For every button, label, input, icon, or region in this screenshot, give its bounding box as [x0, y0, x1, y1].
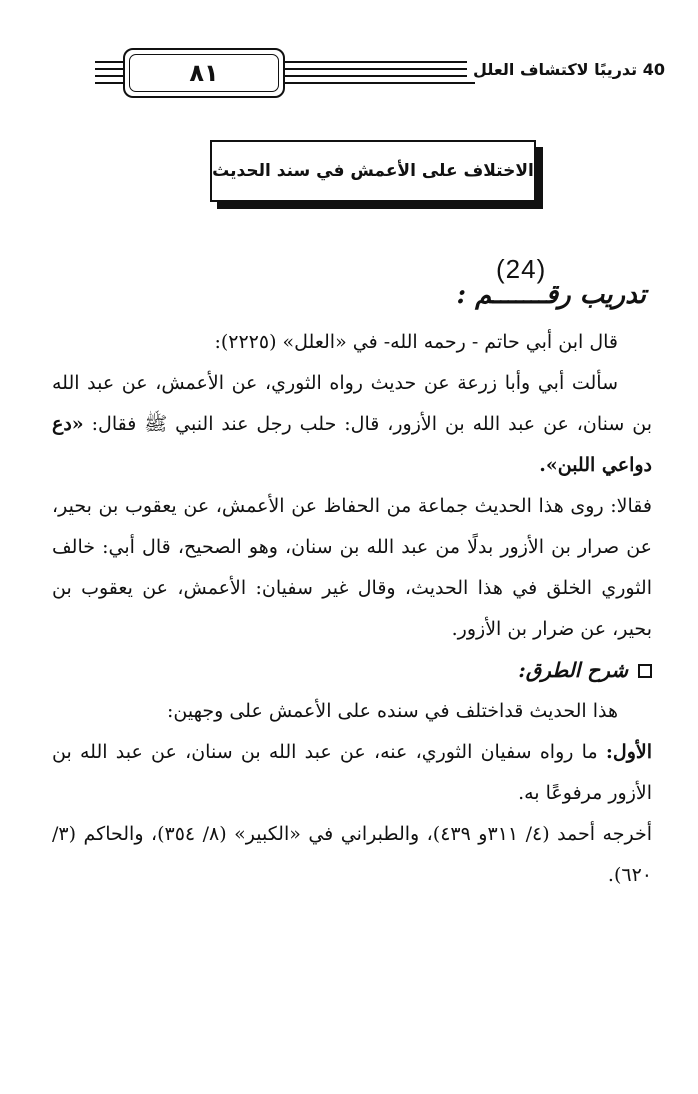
section-heading: [52, 650, 652, 691]
hadith-quote: «دع دواعي اللبن».: [52, 413, 652, 476]
first-label: الأول:: [605, 741, 652, 763]
paragraph: [52, 732, 652, 814]
paragraph: قال ابن أبي حاتم - رحمه الله- في «العلل» (٢٢٢٥):: [214, 331, 618, 353]
paragraph: أخرجه أحمد (٤/ ٣١١و ٤٣٩)، والطبراني في «الكبير» (٨/ ٣٥٤)، والحاكم (٣/ ٦٢٠).: [52, 823, 652, 886]
paragraph-text: ما رواه سفيان الثوري، عنه، عن عبد الله بن سنان، عن عبد الله بن الأزور مرفوعًا به.: [52, 741, 652, 804]
running-title: 40 تدريبًا لاكتشاف العلل: [467, 60, 665, 79]
paragraph-text: سألت أبي وأبا زرعة عن حديث رواه الثوري، عن الأعمش، عن عبد الله بن سنان، عن عبد الله بن الأزور، قال: حلب رجل عند النبي ﷺ فقال:: [52, 372, 653, 435]
paragraph: هذا الحديث قداختلف في سنده على الأعمش على وجهين:: [167, 700, 618, 722]
chapter-title: الاختلاف على الأعمش في سند الحديث: [210, 140, 536, 202]
paragraph: فقالا: روى هذا الحديث جماعة من الحفاظ عن الأعمش، عن يعقوب بن بحير، عن صرار بن الأزور بدلًا من عبد الله بن سنان، وهو الصحيح، قال أبي: خالف الثوري الخلق في هذا الحديث، وقال غير سفيان: الأعمش، عن يعقوب بن بحير، عن ضرار بن الأزور.: [52, 495, 652, 640]
paragraph: [52, 363, 652, 486]
page-header: [95, 48, 665, 98]
page-number: ٨١: [123, 48, 285, 98]
exercise-label: تدريب رقـــــــم :: [456, 280, 646, 310]
body-text: [52, 322, 652, 896]
exercise-number: (24): [496, 254, 547, 284]
section-heading-text: شرح الطرق:: [518, 658, 628, 682]
square-bullet-icon: [638, 664, 652, 678]
